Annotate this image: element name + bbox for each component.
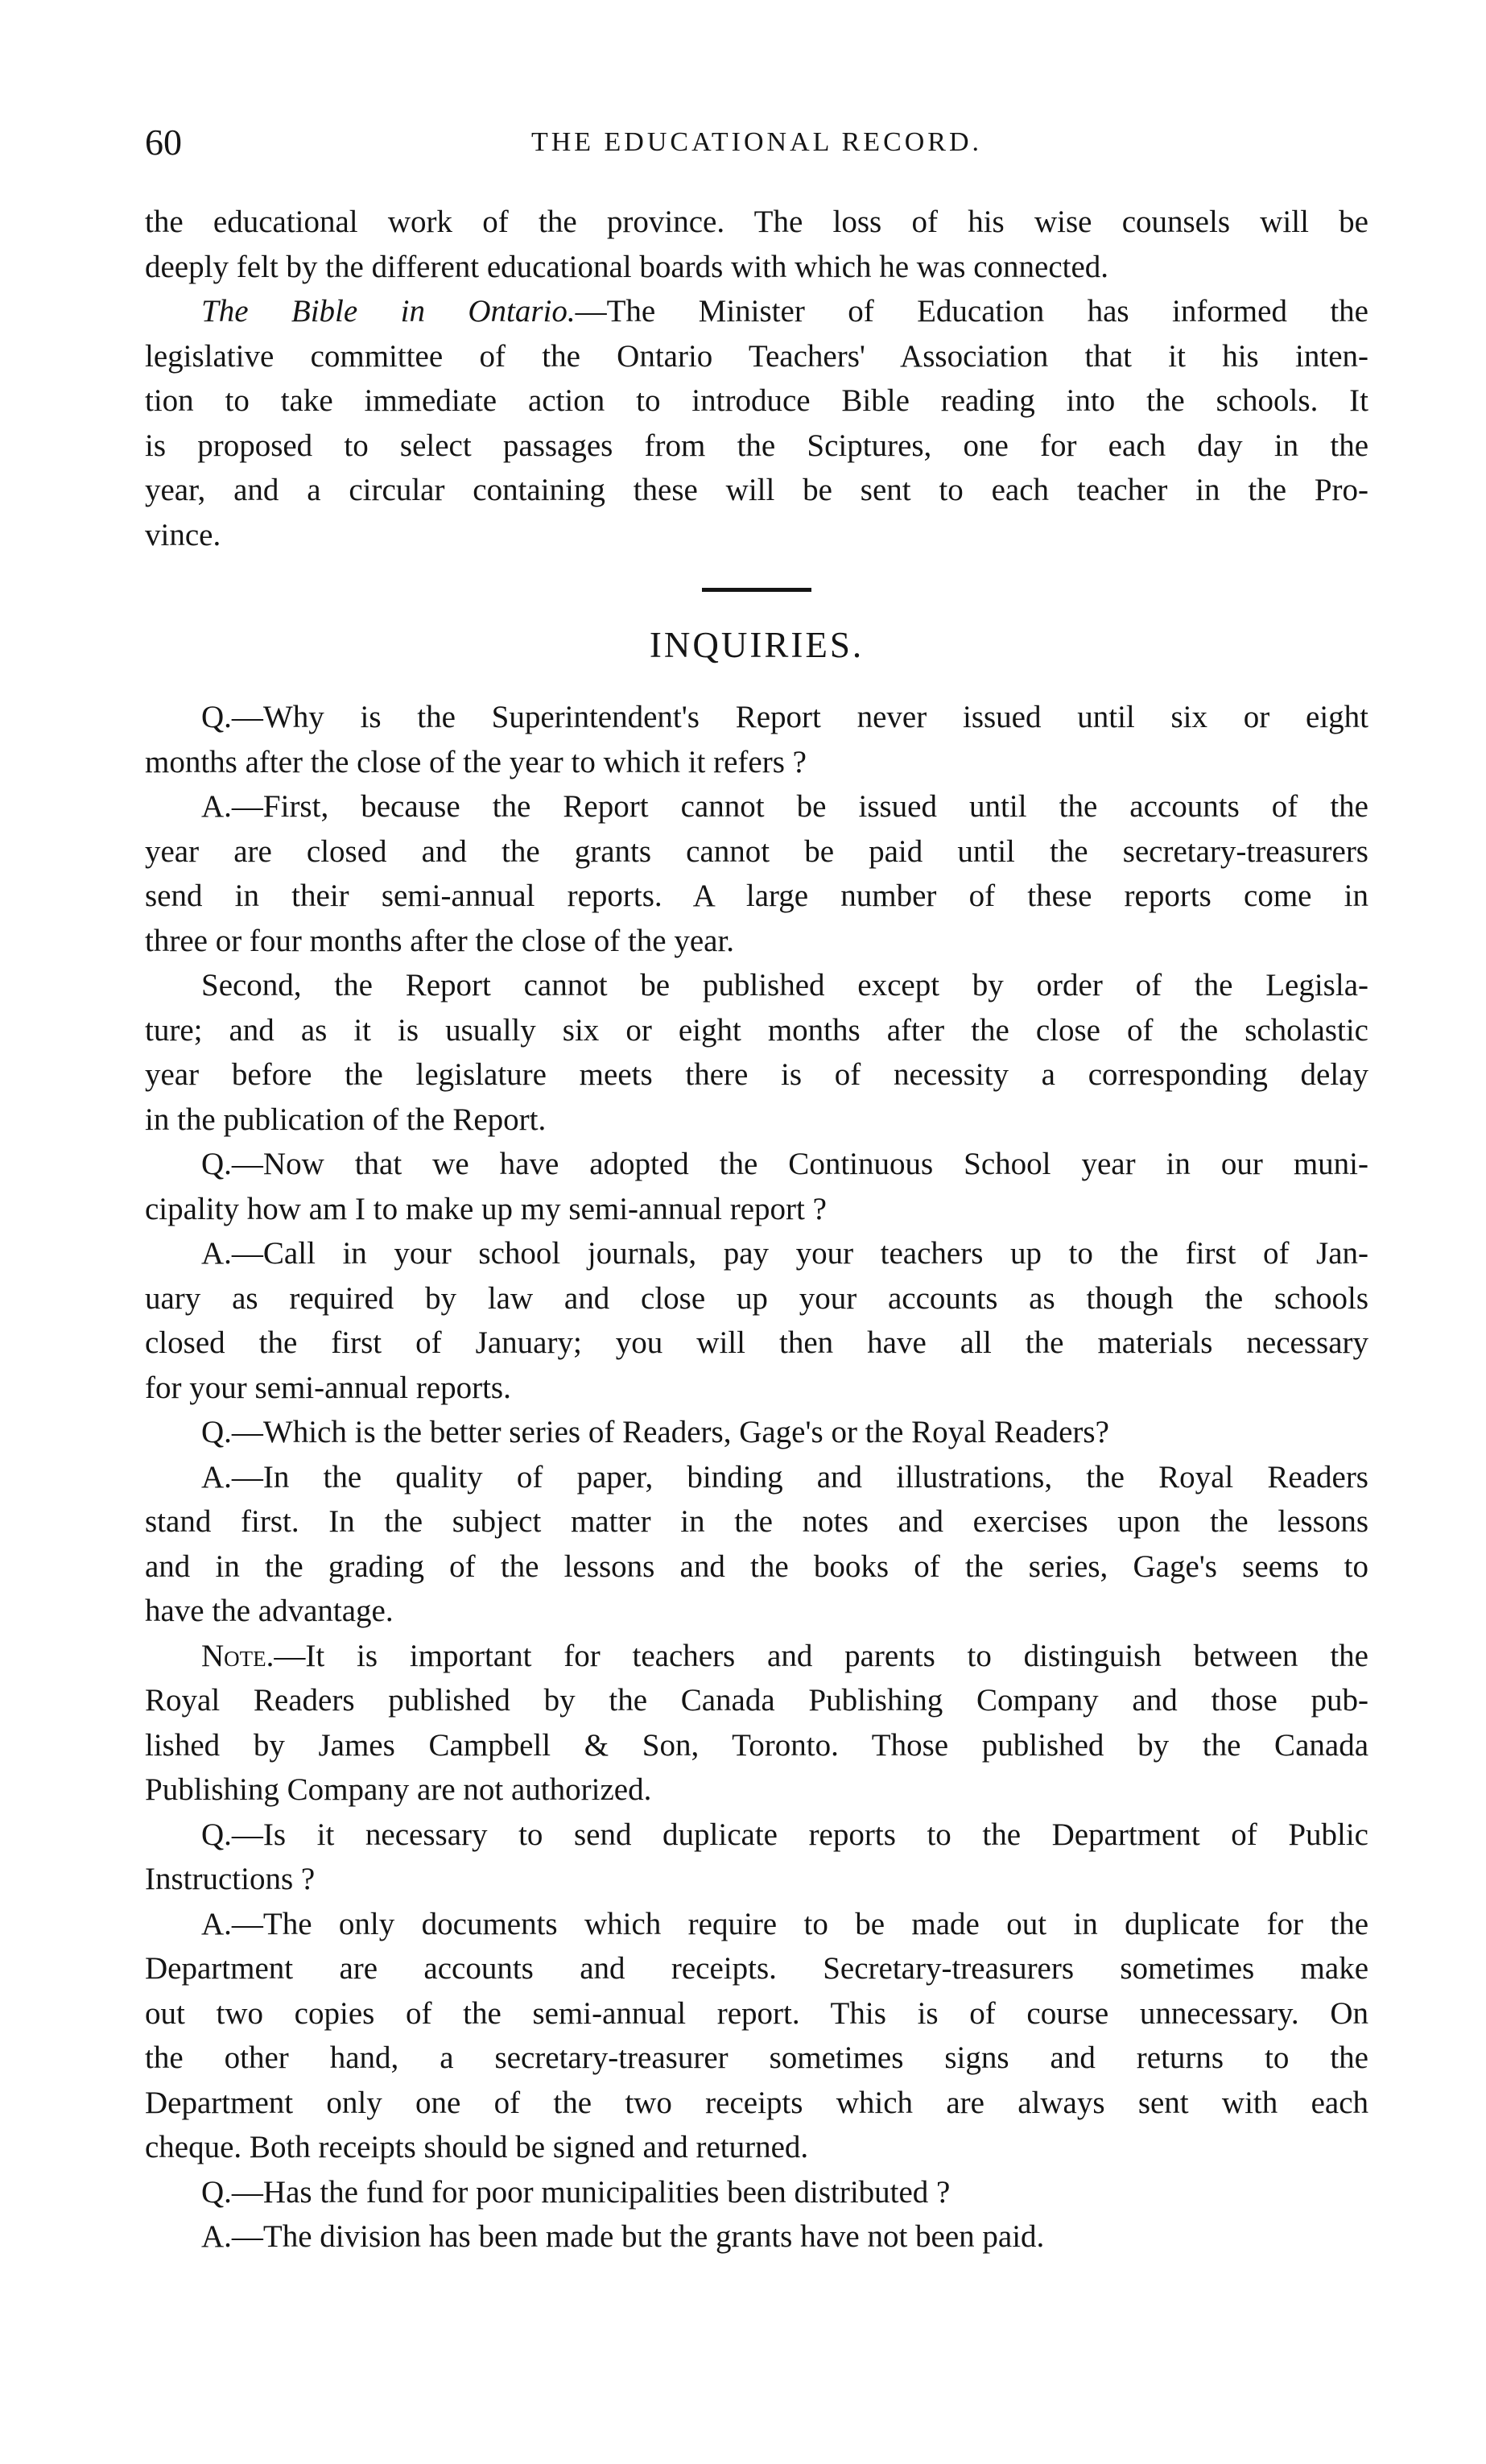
text-line: for your semi-annual reports.	[145, 1370, 511, 1405]
text-span: —The Minister of Education has informed the	[575, 294, 1368, 329]
text-line: year, and a circular containing these will be sent to each teacher in the Pro-	[145, 473, 1368, 507]
text-line: Department only one of the two receipts which are always sent with each	[145, 2085, 1368, 2120]
section-title: INQUIRIES.	[649, 625, 865, 665]
note-line	[145, 1634, 1368, 1679]
text-line: stand first. In the subject matter in the notes and exercises upon the lessons	[145, 1504, 1368, 1539]
note-label: Note.	[201, 1638, 274, 1673]
inquiries-body	[145, 695, 1368, 2259]
journal-title: THE EDUCATIONAL RECORD.	[530, 127, 983, 157]
text-line: year before the legislature meets there is of necessity a corresponding delay	[145, 1057, 1368, 1092]
running-head	[145, 121, 1368, 177]
text-line: months after the close of the year to which it refers ?	[145, 744, 807, 779]
text-line: three or four months after the close of the year.	[145, 923, 735, 958]
text-line: deeply felt by the different educational boards with which he was connected.	[145, 249, 1109, 284]
text-line: year are closed and the grants cannot be paid until the secretary-treasurers	[145, 833, 1368, 869]
page-number: 60	[145, 122, 182, 163]
question-line: Q.—Which is the better series of Readers, Gage's or the Royal Readers?	[201, 1415, 1109, 1449]
page	[145, 121, 1368, 2259]
answer-line: A.—In the quality of paper, binding and illustrations, the Royal Readers	[201, 1459, 1368, 1495]
text-line: have the advantage.	[145, 1594, 394, 1628]
text-line: closed the first of January; you will then have all the materials necessary	[145, 1325, 1368, 1360]
text-line: vince.	[145, 517, 221, 552]
text-line: ture; and as it is usually six or eight months after the close of the scholastic	[145, 1012, 1368, 1048]
answer-line: A.—Call in your school journals, pay your teachers up to the first of Jan-	[201, 1236, 1368, 1271]
text-line: and in the grading of the lessons and the books of the series, Gage's seems to	[145, 1548, 1368, 1584]
question-line: Q.—Is it necessary to send duplicate reports to the Department of Public	[201, 1817, 1368, 1852]
section-divider	[702, 588, 811, 592]
answer-line: A.—The only documents which require to be made out in duplicate for the	[201, 1906, 1368, 1941]
question-line: Q.—Why is the Superintendent's Report never issued until six or eight	[201, 700, 1368, 734]
answer-line: A.—First, because the Report cannot be issued until the accounts of the	[201, 789, 1368, 824]
text-line: out two copies of the semi-annual report. This is of course unnecessary. On	[145, 1995, 1368, 2031]
text-line: Royal Readers published by the Canada Publishing Company and those pub-	[145, 1683, 1368, 1718]
text-line: the educational work of the province. The loss of his wise counsels will be	[145, 205, 1368, 239]
text-line: in the publication of the Report.	[145, 1102, 547, 1137]
text-line: cheque. Both receipts should be signed and returned.	[145, 2130, 809, 2164]
text-line: legislative committee of the Ontario Teachers' Association that it his inten-	[145, 338, 1368, 374]
text-line: Second, the Report cannot be published except by order of the Legisla-	[201, 968, 1368, 1003]
text-line: Publishing Company are not authorized.	[145, 1772, 652, 1807]
text-line: Department are accounts and receipts. Secretary-treasurers sometimes make	[145, 1951, 1368, 1986]
text-line: send in their semi-annual reports. A large number of these reports come in	[145, 879, 1368, 913]
text-line: is proposed to select passages from the Sciptures, one for each day in the	[145, 428, 1368, 463]
text-line	[145, 289, 1368, 334]
text-line: uary as required by law and close up your accounts as though the schools	[145, 1280, 1368, 1316]
question-line: Q.—Has the fund for poor municipalities been distributed ?	[201, 2174, 951, 2210]
text-line: Instructions ?	[145, 1862, 316, 1896]
text-line: tion to take immediate action to introduce Bible reading into the schools. It	[145, 383, 1368, 418]
text-span: —It is important for teachers and parents to distinguish between the	[274, 1638, 1368, 1673]
bible-in-ontario-heading: The Bible in Ontario.	[201, 294, 576, 329]
text-line: cipality how am I to make up my semi-annual report ?	[145, 1191, 827, 1226]
text-line: lished by James Campbell & Son, Toronto. Those published by the Canada	[145, 1727, 1368, 1763]
text-line: the other hand, a secretary-treasurer sometimes signs and returns to the	[145, 2040, 1368, 2075]
intro-paragraph	[145, 200, 1368, 557]
answer-line: A.—The division has been made but the grants have not been paid.	[201, 2219, 1045, 2254]
question-line: Q.—Now that we have adopted the Continuous School year in our muni-	[201, 1147, 1368, 1181]
